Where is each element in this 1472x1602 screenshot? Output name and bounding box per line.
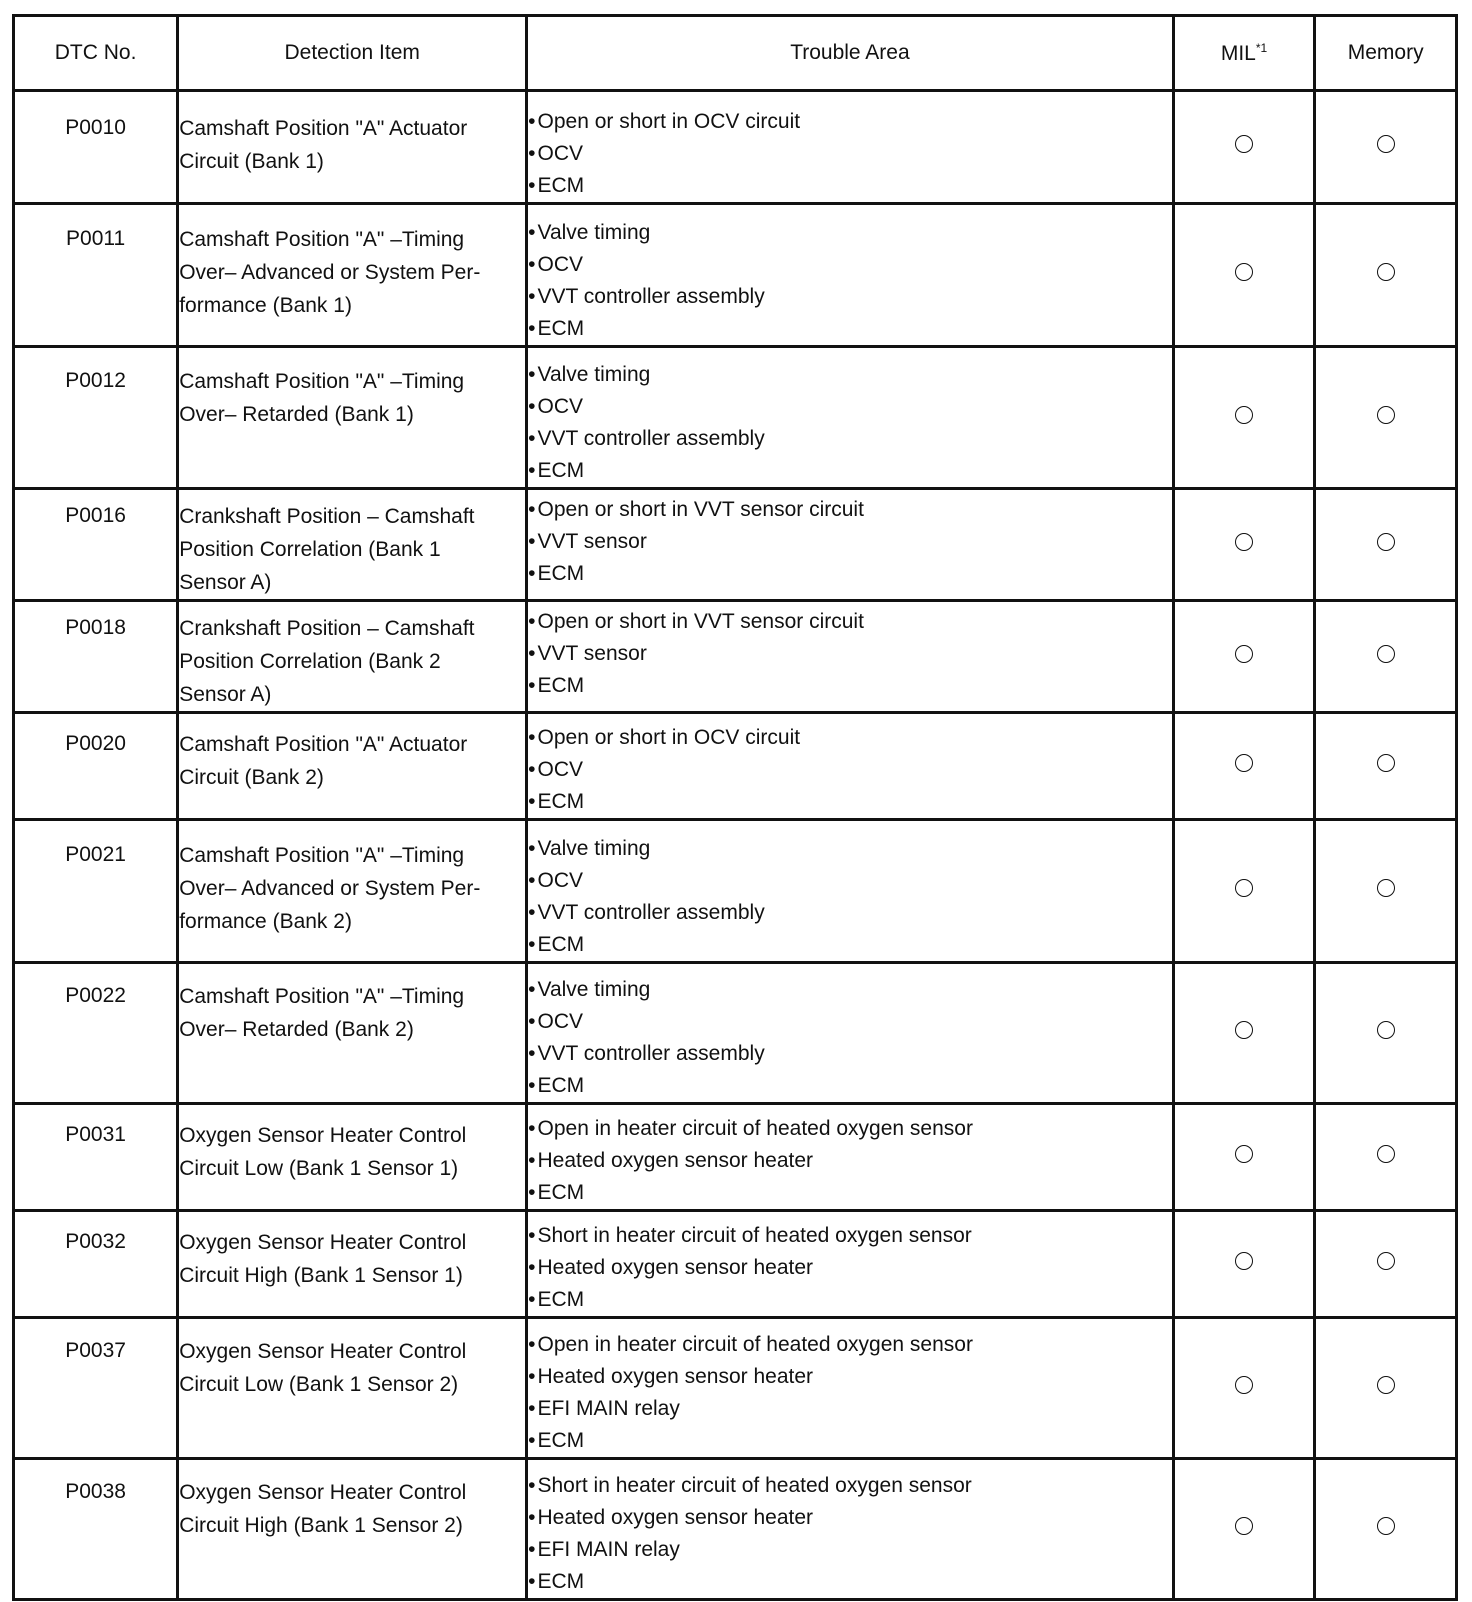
table-row xyxy=(14,820,1457,963)
memory-cell xyxy=(1315,601,1457,713)
detection-item xyxy=(178,820,527,963)
table-row xyxy=(14,963,1457,1104)
mil-cell xyxy=(1173,489,1315,601)
detection-item xyxy=(178,963,527,1104)
dtc-code: P0010 xyxy=(14,91,178,204)
detection-item-line: Oxygen Sensor Heater Control xyxy=(179,1231,467,1254)
trouble-area xyxy=(527,1318,1174,1459)
detection-item xyxy=(178,489,527,601)
detection-item-line: Circuit High (Bank 1 Sensor 2) xyxy=(179,1514,463,1537)
mil-cell xyxy=(1173,347,1315,489)
trouble-area-item: • VVT controller assembly xyxy=(528,1038,1172,1070)
mil-circle-icon xyxy=(1235,754,1253,772)
memory-cell xyxy=(1315,713,1457,820)
table-row xyxy=(14,204,1457,347)
header-trouble-area: Trouble Area xyxy=(527,16,1174,91)
memory-cell xyxy=(1315,347,1457,489)
detection-item-line: Circuit (Bank 1) xyxy=(179,150,324,173)
mil-circle-icon xyxy=(1235,263,1253,281)
table-row xyxy=(14,91,1457,204)
detection-item-line: Camshaft Position "A" –Timing xyxy=(179,844,465,867)
table-row xyxy=(14,601,1457,713)
dtc-code: P0032 xyxy=(14,1211,178,1318)
trouble-area-item: • OCV xyxy=(528,1006,1172,1038)
header-row xyxy=(14,16,1457,91)
trouble-area xyxy=(527,204,1174,347)
trouble-area xyxy=(527,1104,1174,1211)
memory-circle-icon xyxy=(1377,1252,1395,1270)
detection-item-line: Over– Advanced or System Per- xyxy=(179,877,481,900)
trouble-area-item: • VVT controller assembly xyxy=(528,423,1172,455)
detection-item-line: Camshaft Position "A" –Timing xyxy=(179,228,465,251)
trouble-area-item: • Open or short in OCV circuit xyxy=(528,106,1172,138)
trouble-area-item: • Open or short in VVT sensor circuit xyxy=(528,494,1172,526)
memory-circle-icon xyxy=(1377,533,1395,551)
memory-circle-icon xyxy=(1377,1145,1395,1163)
detection-item-line: Circuit Low (Bank 1 Sensor 2) xyxy=(179,1373,459,1396)
trouble-area-list xyxy=(528,974,1172,1102)
dtc-code: P0011 xyxy=(14,204,178,347)
memory-circle-icon xyxy=(1377,406,1395,424)
detection-item-line: Sensor A) xyxy=(179,683,272,706)
trouble-area-item: • ECM xyxy=(528,558,1172,590)
detection-item xyxy=(178,1318,527,1459)
memory-cell xyxy=(1315,1459,1457,1600)
trouble-area xyxy=(527,91,1174,204)
table-row xyxy=(14,1459,1457,1600)
dtc-code: P0020 xyxy=(14,713,178,820)
detection-item-line: Oxygen Sensor Heater Control xyxy=(179,1481,467,1504)
detection-item-line: Oxygen Sensor Heater Control xyxy=(179,1340,467,1363)
trouble-area-item: • ECM xyxy=(528,786,1172,818)
detection-item xyxy=(178,91,527,204)
detection-item xyxy=(178,1211,527,1318)
trouble-area-item: • Open or short in OCV circuit xyxy=(528,722,1172,754)
trouble-area-item: • Open in heater circuit of heated oxygen sensor xyxy=(528,1329,1172,1361)
trouble-area-list xyxy=(528,494,1172,590)
trouble-area-item: • ECM xyxy=(528,1284,1172,1316)
trouble-area-item: • Valve timing xyxy=(528,359,1172,391)
trouble-area-item: • EFI MAIN relay xyxy=(528,1393,1172,1425)
trouble-area-item: • Heated oxygen sensor heater xyxy=(528,1361,1172,1393)
detection-item-line: formance (Bank 1) xyxy=(179,294,352,317)
mil-cell xyxy=(1173,1211,1315,1318)
memory-cell xyxy=(1315,91,1457,204)
trouble-area-item: • ECM xyxy=(528,929,1172,961)
trouble-area-list xyxy=(528,606,1172,702)
mil-cell xyxy=(1173,601,1315,713)
detection-item-line: Camshaft Position "A" –Timing xyxy=(179,370,465,393)
memory-circle-icon xyxy=(1377,135,1395,153)
trouble-area-list xyxy=(528,217,1172,345)
dtc-code: P0022 xyxy=(14,963,178,1104)
trouble-area-list xyxy=(528,722,1172,818)
table-row xyxy=(14,489,1457,601)
memory-cell xyxy=(1315,820,1457,963)
memory-cell xyxy=(1315,963,1457,1104)
trouble-area-item: • ECM xyxy=(528,1070,1172,1102)
trouble-area-list xyxy=(528,833,1172,961)
mil-cell xyxy=(1173,204,1315,347)
mil-circle-icon xyxy=(1235,406,1253,424)
trouble-area xyxy=(527,713,1174,820)
dtc-table xyxy=(12,14,1458,1601)
memory-circle-icon xyxy=(1377,263,1395,281)
trouble-area-item: • ECM xyxy=(528,1177,1172,1209)
dtc-code: P0018 xyxy=(14,601,178,713)
dtc-code: P0012 xyxy=(14,347,178,489)
detection-item-line: Camshaft Position "A" Actuator xyxy=(179,733,468,756)
trouble-area xyxy=(527,963,1174,1104)
trouble-area-item: • VVT controller assembly xyxy=(528,897,1172,929)
trouble-area-item: • OCV xyxy=(528,391,1172,423)
memory-cell xyxy=(1315,1318,1457,1459)
detection-item xyxy=(178,601,527,713)
mil-circle-icon xyxy=(1235,645,1253,663)
trouble-area-item: • VVT sensor xyxy=(528,526,1172,558)
header-mil-label: MIL xyxy=(1220,41,1256,65)
detection-item-line: Crankshaft Position – Camshaft xyxy=(179,505,475,528)
detection-item xyxy=(178,713,527,820)
trouble-area-list xyxy=(528,106,1172,202)
memory-circle-icon xyxy=(1377,645,1395,663)
trouble-area xyxy=(527,1459,1174,1600)
dtc-code: P0016 xyxy=(14,489,178,601)
detection-item-line: Oxygen Sensor Heater Control xyxy=(179,1124,467,1147)
memory-cell xyxy=(1315,1211,1457,1318)
mil-circle-icon xyxy=(1235,1376,1253,1394)
trouble-area-item: • ECM xyxy=(528,1566,1172,1598)
trouble-area-item: • VVT sensor xyxy=(528,638,1172,670)
mil-cell xyxy=(1173,1459,1315,1600)
trouble-area-item: • Heated oxygen sensor heater xyxy=(528,1502,1172,1534)
header-memory: Memory xyxy=(1315,16,1457,91)
mil-cell xyxy=(1173,713,1315,820)
mil-circle-icon xyxy=(1235,879,1253,897)
trouble-area-item: • OCV xyxy=(528,249,1172,281)
detection-item-line: Over– Retarded (Bank 2) xyxy=(179,1018,414,1041)
trouble-area-item: • Valve timing xyxy=(528,833,1172,865)
header-detection-item: Detection Item xyxy=(178,16,527,91)
table-row xyxy=(14,1318,1457,1459)
trouble-area-item: • ECM xyxy=(528,670,1172,702)
header-dtc: DTC No. xyxy=(14,16,178,91)
table-row xyxy=(14,713,1457,820)
memory-circle-icon xyxy=(1377,1517,1395,1535)
detection-item-line: Circuit Low (Bank 1 Sensor 1) xyxy=(179,1157,459,1180)
trouble-area xyxy=(527,1211,1174,1318)
trouble-area-item: • ECM xyxy=(528,170,1172,202)
mil-circle-icon xyxy=(1235,533,1253,551)
trouble-area-item: • Heated oxygen sensor heater xyxy=(528,1252,1172,1284)
trouble-area-item: • Short in heater circuit of heated oxygen sensor xyxy=(528,1220,1172,1252)
detection-item-line: Camshaft Position "A" Actuator xyxy=(179,117,468,140)
dtc-code: P0021 xyxy=(14,820,178,963)
trouble-area-item: • Valve timing xyxy=(528,974,1172,1006)
trouble-area-list xyxy=(528,359,1172,487)
mil-circle-icon xyxy=(1235,1252,1253,1270)
detection-item-line: Position Correlation (Bank 1 xyxy=(179,538,441,561)
mil-circle-icon xyxy=(1235,1021,1253,1039)
detection-item xyxy=(178,347,527,489)
trouble-area-item: • ECM xyxy=(528,1425,1172,1457)
detection-item-line: Position Correlation (Bank 2 xyxy=(179,650,441,673)
detection-item-line: Crankshaft Position – Camshaft xyxy=(179,617,475,640)
table-row xyxy=(14,1211,1457,1318)
trouble-area xyxy=(527,347,1174,489)
trouble-area-item: • ECM xyxy=(528,313,1172,345)
mil-cell xyxy=(1173,1318,1315,1459)
detection-item-line: Sensor A) xyxy=(179,571,272,594)
trouble-area xyxy=(527,820,1174,963)
trouble-area-item: • OCV xyxy=(528,138,1172,170)
mil-cell xyxy=(1173,1104,1315,1211)
memory-cell xyxy=(1315,204,1457,347)
memory-circle-icon xyxy=(1377,879,1395,897)
dtc-code: P0037 xyxy=(14,1318,178,1459)
header-mil xyxy=(1173,16,1315,91)
mil-cell xyxy=(1173,963,1315,1104)
memory-circle-icon xyxy=(1377,1376,1395,1394)
memory-circle-icon xyxy=(1377,754,1395,772)
mil-cell xyxy=(1173,91,1315,204)
detection-item-line: Camshaft Position "A" –Timing xyxy=(179,985,465,1008)
trouble-area-list xyxy=(528,1113,1172,1209)
trouble-area-item: • EFI MAIN relay xyxy=(528,1534,1172,1566)
trouble-area-item: • VVT controller assembly xyxy=(528,281,1172,313)
trouble-area-list xyxy=(528,1470,1172,1598)
trouble-area-item: • Open or short in VVT sensor circuit xyxy=(528,606,1172,638)
header-mil-footnote: *1 xyxy=(1255,40,1268,55)
dtc-code: P0031 xyxy=(14,1104,178,1211)
detection-item-line: Over– Advanced or System Per- xyxy=(179,261,481,284)
mil-circle-icon xyxy=(1235,1145,1253,1163)
trouble-area-item: • OCV xyxy=(528,865,1172,897)
detection-item xyxy=(178,1104,527,1211)
memory-cell xyxy=(1315,489,1457,601)
dtc-code: P0038 xyxy=(14,1459,178,1600)
table-row xyxy=(14,347,1457,489)
mil-circle-icon xyxy=(1235,1517,1253,1535)
trouble-area-list xyxy=(528,1220,1172,1316)
detection-item-line: Circuit High (Bank 1 Sensor 1) xyxy=(179,1264,463,1287)
memory-circle-icon xyxy=(1377,1021,1395,1039)
trouble-area-item: • Valve timing xyxy=(528,217,1172,249)
detection-item xyxy=(178,204,527,347)
trouble-area-list xyxy=(528,1329,1172,1457)
mil-cell xyxy=(1173,820,1315,963)
mil-circle-icon xyxy=(1235,135,1253,153)
detection-item-line: formance (Bank 2) xyxy=(179,910,352,933)
trouble-area xyxy=(527,601,1174,713)
trouble-area xyxy=(527,489,1174,601)
memory-cell xyxy=(1315,1104,1457,1211)
trouble-area-item: • Open in heater circuit of heated oxygen sensor xyxy=(528,1113,1172,1145)
detection-item-line: Circuit (Bank 2) xyxy=(179,766,324,789)
detection-item-line: Over– Retarded (Bank 1) xyxy=(179,403,414,426)
trouble-area-item: • Short in heater circuit of heated oxygen sensor xyxy=(528,1470,1172,1502)
table-row xyxy=(14,1104,1457,1211)
trouble-area-item: • ECM xyxy=(528,455,1172,487)
detection-item xyxy=(178,1459,527,1600)
trouble-area-item: • OCV xyxy=(528,754,1172,786)
trouble-area-item: • Heated oxygen sensor heater xyxy=(528,1145,1172,1177)
